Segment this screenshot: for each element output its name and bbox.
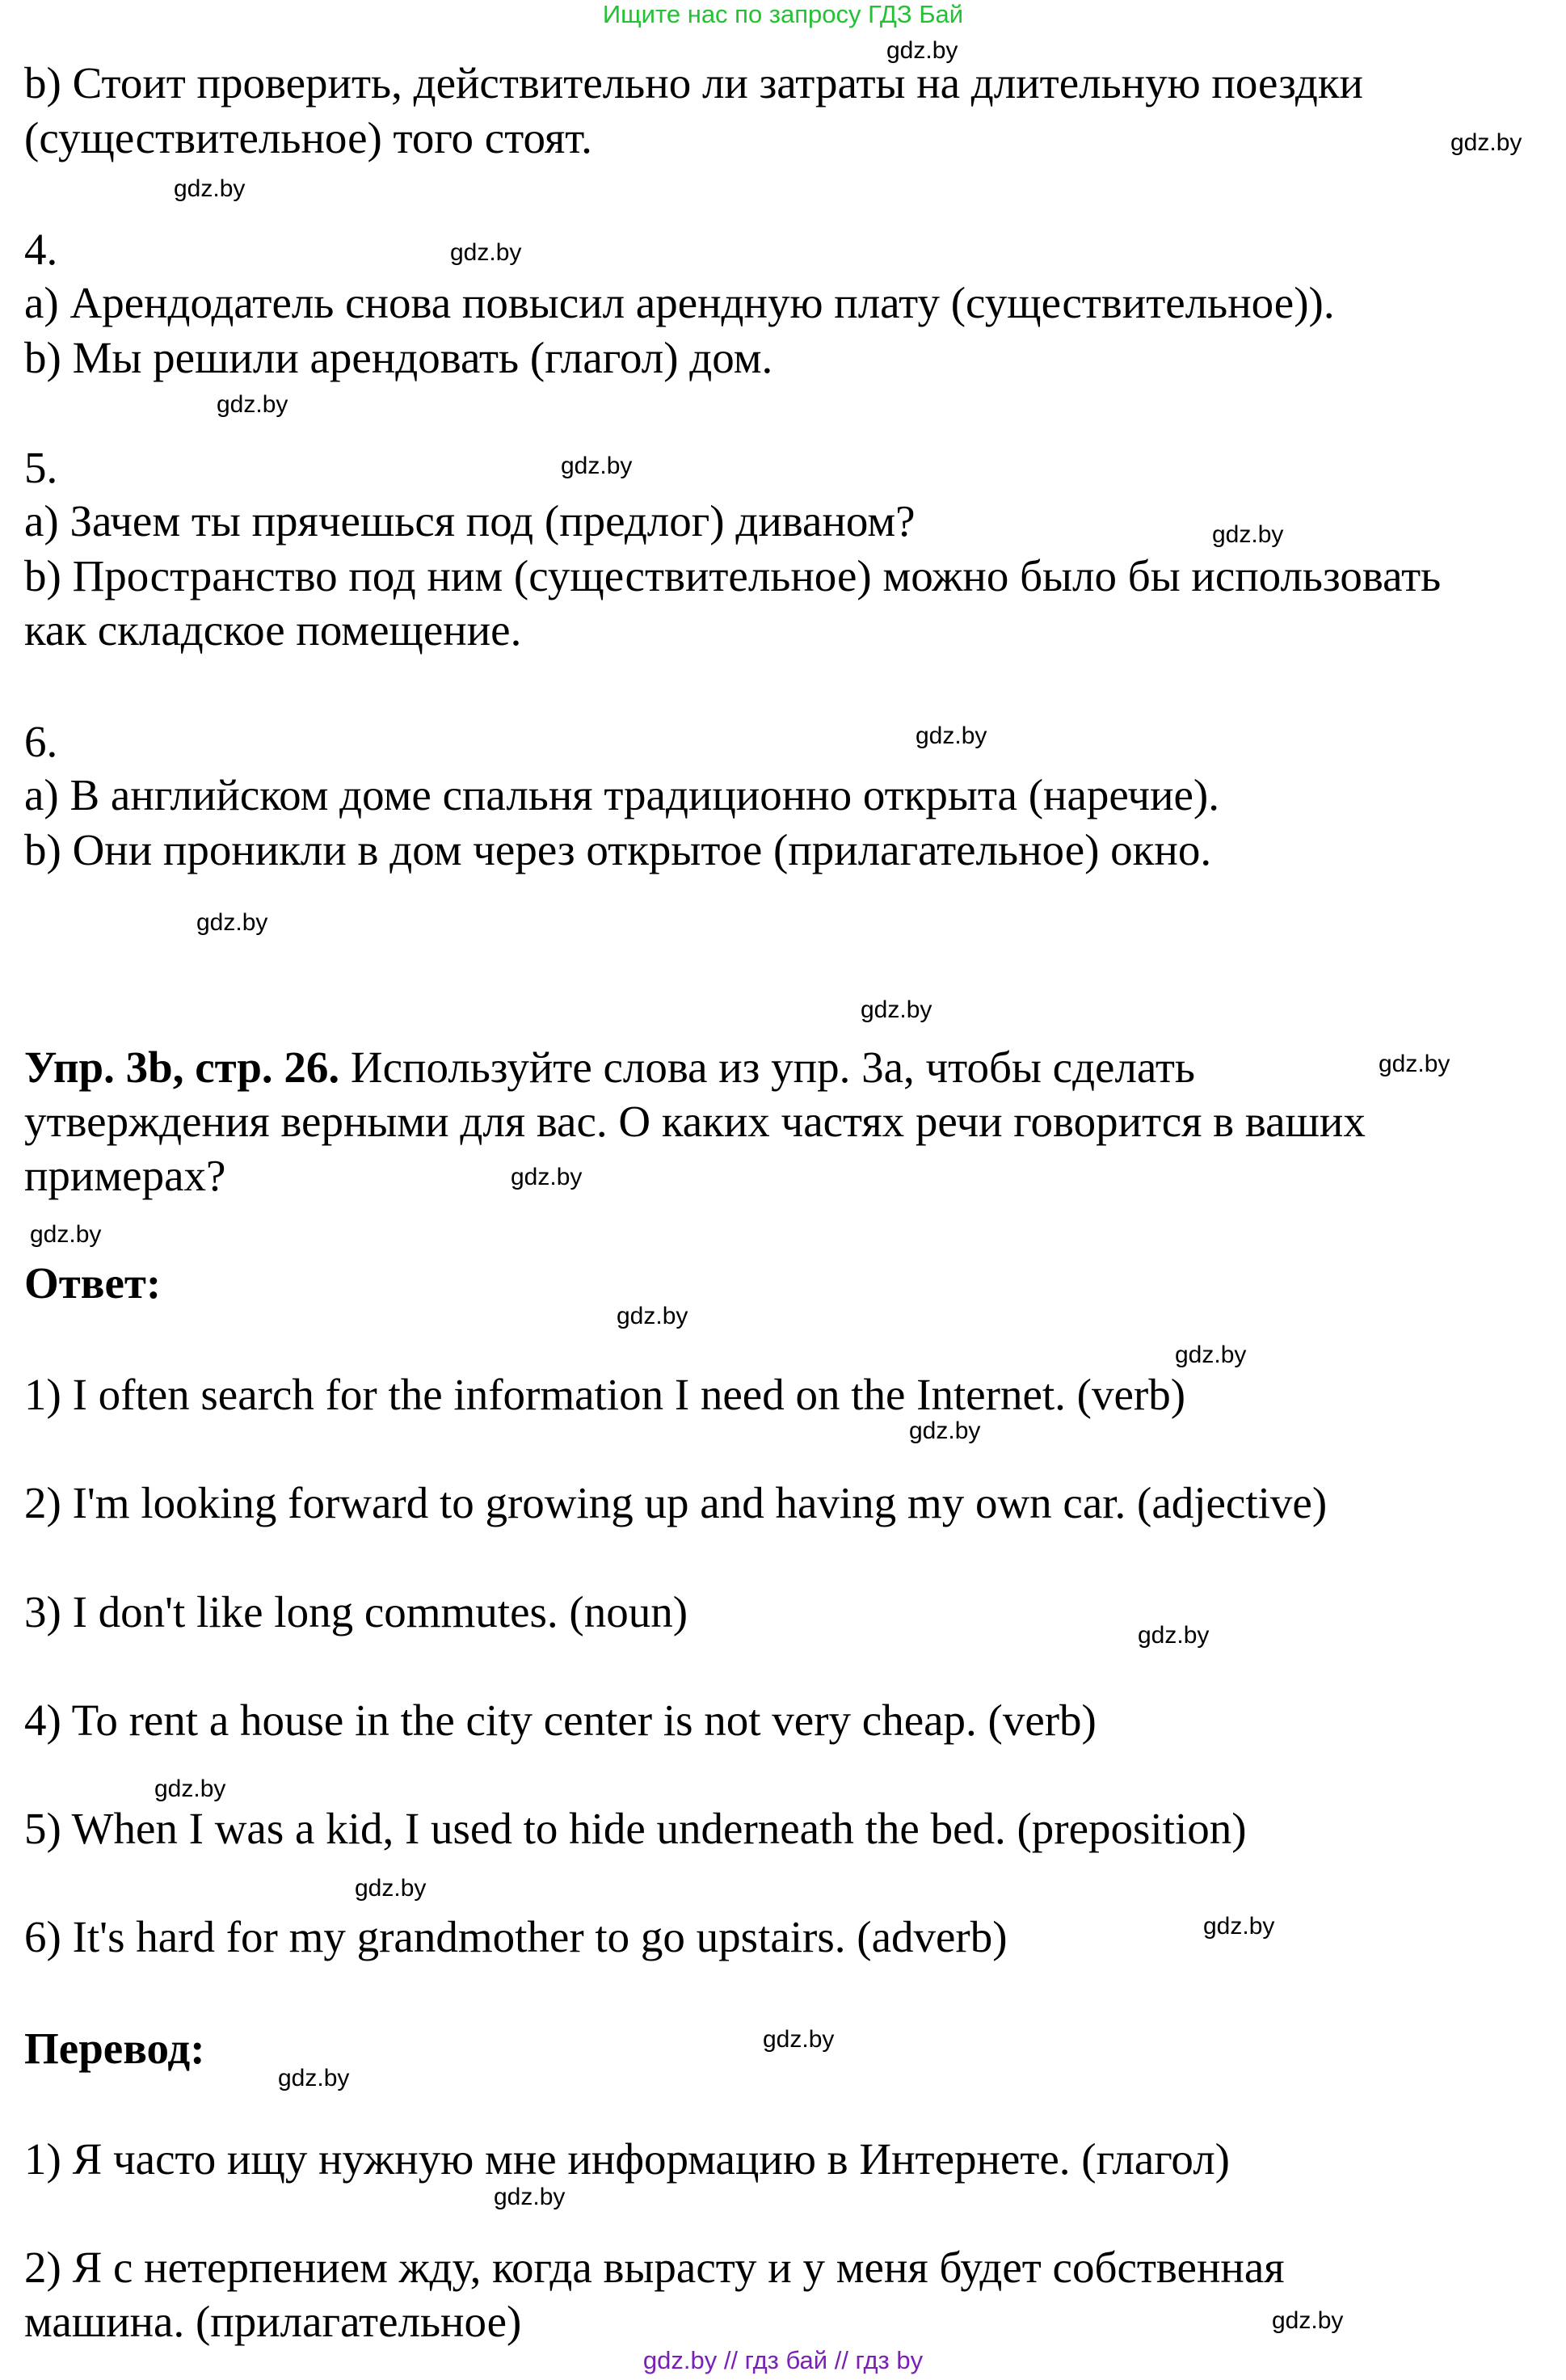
exercise-instruction-line3: примерах? — [24, 1151, 226, 1200]
answer-6: 6) It's hard for my grandmother to go upstairs. (adverb) — [24, 1912, 1008, 1961]
exercise-instruction-line2: утверждения верными для вас. О каких частях речи говорится в ваших — [24, 1097, 1366, 1146]
watermark: gdz.by — [174, 175, 246, 202]
translation-1: 1) Я часто ищу нужную мне информацию в Интернете. (глагол) — [24, 2134, 1230, 2184]
item4-a: а) Арендодатель снова повысил арендную плату (существительное)). — [24, 278, 1335, 327]
exercise-number: Упр. 3b, стр. 26. — [24, 1043, 340, 1092]
answer-5: 5) When I was a kid, I used to hide underneath the bed. (preposition) — [24, 1804, 1247, 1853]
exercise-heading — [24, 1040, 1195, 1095]
answer-4: 4) To rent a house in the city center is not very cheap. (verb) — [24, 1695, 1097, 1745]
exercise-instruction: Используйте слова из упр. 3а, чтобы сделать — [339, 1043, 1196, 1092]
answer-2: 2) I'm looking forward to growing up and having my own car. (adjective) — [24, 1478, 1328, 1527]
answer-1: 1) I often search for the information I need on the Internet. (verb) — [24, 1370, 1186, 1419]
translation-label: Перевод: — [24, 2024, 205, 2073]
watermark: gdz.by — [450, 239, 522, 266]
item5-b-line1: b) Пространство под ним (существительное) можно было бы использовать — [24, 551, 1442, 600]
watermark: gdz.by — [1212, 521, 1284, 548]
watermark: gdz.by — [511, 1164, 583, 1190]
item3-b-line1: b) Стоит проверить, действительно ли затраты на длительную поездки — [24, 58, 1363, 107]
answer-label: Ответ: — [24, 1258, 162, 1308]
watermark: gdz.by — [1175, 1342, 1247, 1368]
watermark: gdz.by — [1272, 2307, 1344, 2334]
watermark: gdz.by — [909, 1417, 981, 1444]
translation-2-line1: 2) Я с нетерпением жду, когда вырасту и у меня будет собственная — [24, 2243, 1285, 2292]
item6-a: а) В английском доме спальня традиционно открыта (наречие). — [24, 770, 1219, 819]
item6-b: b) Они проникли в дом через открытое (прилагательное) окно. — [24, 825, 1212, 874]
watermark: gdz.by — [278, 2065, 350, 2091]
watermark: gdz.by — [861, 996, 932, 1023]
item4-number: 4. — [24, 225, 58, 274]
answer-3: 3) I don't like long commutes. (noun) — [24, 1587, 688, 1637]
watermark: gdz.by — [30, 1221, 102, 1248]
search-banner[interactable]: Ищите нас по запросу ГДЗ Бай — [602, 0, 964, 28]
watermark: gdz.by — [217, 391, 288, 418]
watermark: gdz.by — [1450, 129, 1522, 156]
watermark: gdz.by — [154, 1776, 226, 1802]
translation-2-line2: машина. (прилагательное) — [24, 2297, 522, 2346]
item5-number: 5. — [24, 443, 58, 492]
watermark: gdz.by — [561, 453, 633, 479]
item5-b-line2: как складское помещение. — [24, 605, 522, 655]
item4-b: b) Мы решили арендовать (глагол) дом. — [24, 333, 773, 382]
watermark: gdz.by — [1379, 1051, 1450, 1077]
watermark: gdz.by — [196, 909, 268, 936]
watermark: gdz.by — [355, 1875, 427, 1902]
watermark: gdz.by — [1203, 1913, 1275, 1940]
watermark: gdz.by — [763, 2026, 835, 2053]
watermark: gdz.by — [617, 1303, 688, 1329]
watermark: gdz.by — [886, 37, 958, 64]
item6-number: 6. — [24, 717, 58, 766]
watermark: gdz.by — [494, 2184, 566, 2210]
item3-b-line2: (существительное) того стоят. — [24, 113, 592, 162]
watermark: gdz.by — [1138, 1622, 1210, 1649]
footer-links[interactable]: gdz.by // гдз бай // гдз by — [642, 2346, 924, 2374]
watermark: gdz.by — [916, 722, 987, 749]
item5-a: а) Зачем ты прячешься под (предлог) диваном? — [24, 496, 916, 546]
